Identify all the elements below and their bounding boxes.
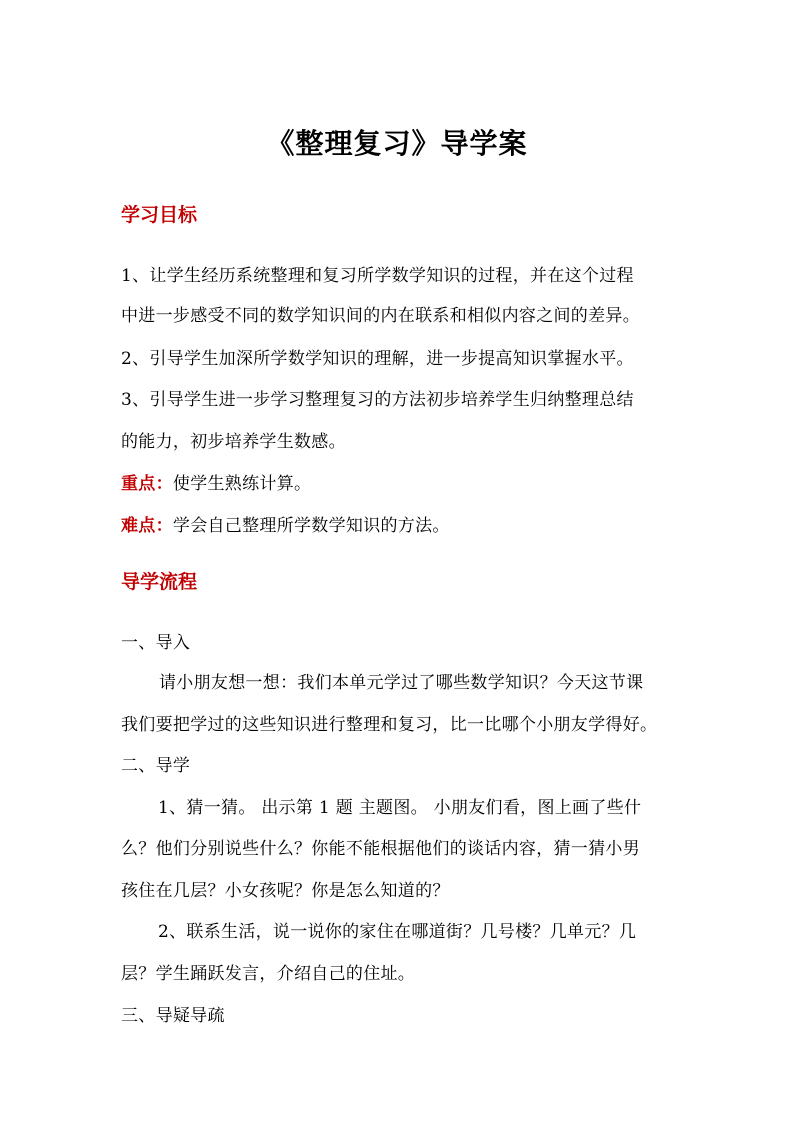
section-intro-line-2: 我们要把学过的这些知识进行整理和复习，比一比哪个小朋友学得好。 [121,715,658,735]
guide-item2-line-1: 2、联系生活，说一说你的家住在哪道街？几号楼？几单元？几 [158,922,637,942]
process-heading: 导学流程 [121,571,198,593]
key-point-label: 重点： [121,474,173,494]
objectives-heading: 学习目标 [121,204,198,226]
guide-item1-line-1: 1、猜一猜。 出示第 1 题 主题图。 小朋友们看，图上画了些什 [158,798,642,818]
guide-item1-line-3: 孩住在几层？小女孩呢？你是怎么知道的？ [121,881,450,901]
objective-line-4: 3、引导学生进一步学习整理复习的方法初步培养学生归纳整理总结 [121,390,634,410]
guide-item1-line-2: 么？他们分别说些什么？你能不能根据他们的谈话内容，猜一猜小男 [121,839,640,859]
section-guide-title: 二、导学 [121,756,191,776]
section-intro-line-1: 请小朋友想一想：我们本单元学过了哪些数学知识？今天这节课 [159,673,644,693]
difficulty-point [121,511,450,536]
difficulty-label: 难点： [121,516,173,536]
objective-line-5: 的能力，初步培养学生数感。 [121,432,346,452]
difficulty-text: 学会自己整理所学数学知识的方法。 [172,516,450,536]
section-intro-title: 一、导入 [121,633,191,653]
key-point-text: 使学生熟练计算。 [172,474,312,494]
objective-line-3: 2、引导学生加深所学数学知识的理解，进一步提高知识掌握水平。 [121,349,634,369]
section-doubts-title: 三、导疑导疏 [121,1006,225,1026]
document-title: 《整理复习》导学案 [266,127,528,160]
guide-item2-line-2: 层？学生踊跃发言，介绍自己的住址。 [121,964,416,984]
objective-line-1: 1、让学生经历系统整理和复习所学数学知识的过程，并在这个过程 [121,266,634,286]
objective-line-2: 中进一步感受不同的数学知识间的内在联系和相似内容之间的差异。 [121,306,640,326]
key-point [121,469,311,494]
